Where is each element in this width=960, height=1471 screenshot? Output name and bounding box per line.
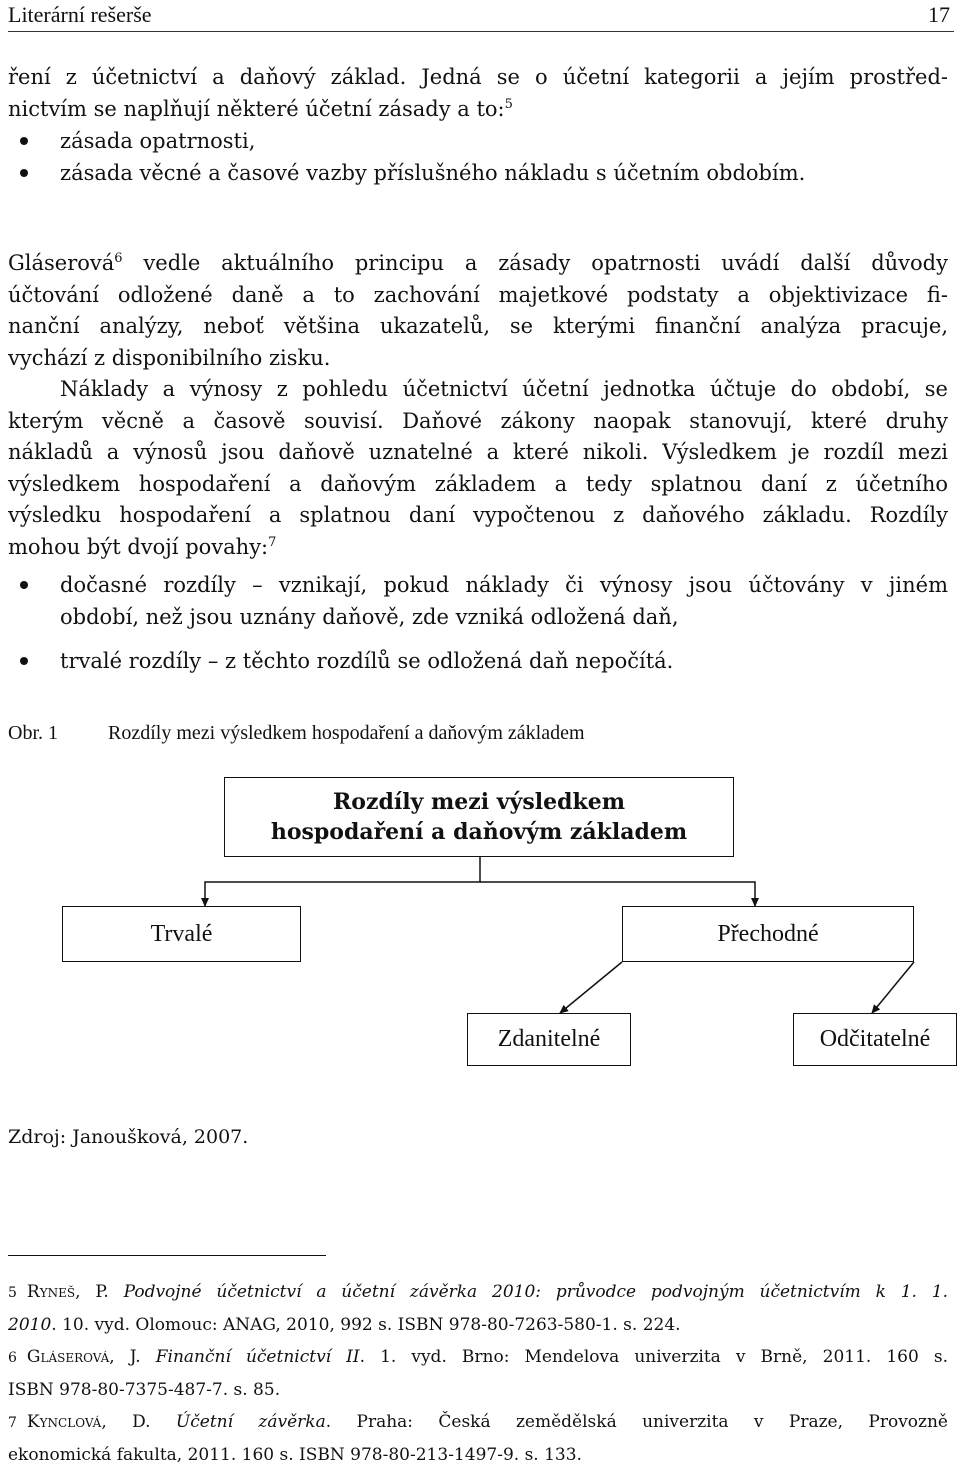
figure-number: Obr. 1 — [8, 722, 58, 744]
paragraph-main — [8, 248, 948, 563]
text-line: nanční analýzy, neboť většina ukazatelů, se kterými finanční analýza pracuje, — [8, 314, 948, 338]
figure-source: Zdroj: Janoušková, 2007. — [8, 1126, 249, 1148]
text-span: mohou být dvojí povahy: — [8, 534, 269, 559]
footnote-6 — [8, 1341, 948, 1374]
page-number: 17 — [928, 2, 950, 27]
text-line: dočasné rozdíly – vznikají, pokud náklady či výnosy jsou účtovány v jiném — [60, 573, 948, 597]
footnote-rule — [8, 1255, 326, 1256]
list-item: trvalé rozdíly – z těchto rozdílů se odložená daň nepočítá. — [8, 645, 948, 677]
footnote-5-cont — [8, 1309, 948, 1341]
text-span: Gláserová — [8, 251, 115, 275]
list-item: zásada opatrnosti, — [8, 125, 948, 157]
text-span: vedle aktuálního principu a zásady opatrnosti uvádí další důvody — [122, 251, 948, 275]
arrow-to-prechodne — [480, 882, 755, 906]
footnote-text: . Praha: Česká zemědělská univerzita v Praze, Provozně — [325, 1412, 948, 1432]
list-item — [8, 569, 948, 633]
footnote-title: 2010 — [8, 1315, 52, 1335]
footnote-title: Účetní závěrka — [175, 1412, 326, 1432]
footnote-author: Ryneš, P. — [26, 1282, 109, 1302]
text-span: nictvím se naplňují některé účetní zásady a to: — [8, 97, 505, 121]
footnote-7 — [8, 1406, 948, 1439]
footnote-text: . 1. vyd. Brno: Mendelova univerzita v Brně, 2011. 160 s. — [359, 1347, 948, 1367]
footnote-number: 6 — [8, 1350, 17, 1366]
footnotes — [8, 1276, 948, 1471]
footnote-title: Finanční účetnictví II — [155, 1347, 360, 1367]
text-line: Náklady a výnosy z pohledu účetnictví účetní jednotka účtuje do období, se — [60, 377, 948, 401]
diagram-box-odcitatelne: Odčitatelné — [793, 1013, 957, 1066]
footnote-ref: 7 — [268, 534, 277, 550]
footnote-text: . 10. vyd. Olomouc: ANAG, 2010, 992 s. ISBN 978-80-7263-580-1. s. 224. — [51, 1315, 681, 1335]
diagram-box-prechodne: Přechodné — [622, 906, 914, 962]
text-line: vychází z disponibilního zisku. — [8, 345, 331, 370]
text-line: období, než jsou uznány daňově, zde vzniká odložená daň, — [60, 605, 679, 629]
diagram-box-trvale: Trvalé — [62, 906, 301, 962]
header-rule — [8, 31, 954, 32]
running-title: Literární rešerše — [8, 2, 152, 27]
list-item: zásada věcné a časové vazby příslušného nákladu s účetním obdobím. — [8, 157, 948, 189]
footnote-author: Gláserová, J. — [26, 1347, 141, 1367]
footnote-7-cont: ekonomická fakulta, 2011. 160 s. ISBN 978-80-213-1497-9. s. 133. — [8, 1445, 582, 1465]
text-line: účtování odložené daně a to zachování majetkové podstaty a objektivizace fi- — [8, 282, 948, 307]
figure-title: Rozdíly mezi výsledkem hospodaření a daňovým základem — [108, 722, 585, 744]
paragraph-intro — [8, 61, 948, 189]
diagram-box-zdanitelne: Zdanitelné — [467, 1013, 631, 1066]
arrow-to-odcitatelne — [872, 962, 914, 1013]
bullet-list-principles — [8, 125, 948, 189]
text-line: ření z účetnictví a daňový základ. Jedná se o účetní kategorii a jejím prostřed- — [8, 65, 948, 89]
footnote-number: 5 — [8, 1285, 17, 1301]
footnote-title: Podvojné účetnictví a účetní závěrka 2010: průvodce podvojným účetnictvím k 1. 1. — [123, 1282, 948, 1302]
footnote-number: 7 — [8, 1415, 17, 1431]
text-line: nákladů a výnosů jsou daňově uznatelné a které nikoli. Výsledkem je rozdíl mezi — [8, 440, 948, 464]
text-line — [8, 248, 948, 280]
diagram-root-box — [224, 777, 734, 857]
text-line: kterým věcně a časově souvisí. Daňové zákony naopak stanovují, které druhy — [8, 408, 948, 433]
root-box-text — [271, 787, 687, 847]
arrow-to-zdanitelne — [560, 962, 622, 1013]
footnote-ref: 5 — [504, 97, 513, 112]
text-line — [8, 532, 948, 564]
footnote-author: Kynclová, D. — [26, 1412, 151, 1432]
text-line: výsledkem hospodaření a daňovým základem a tedy splatnou daní z účetního — [8, 471, 948, 496]
arrow-to-trvale — [205, 857, 480, 906]
footnote-6-cont: ISBN 978-80-7375-487-7. s. 85. — [8, 1380, 281, 1400]
root-box-line: hospodaření a daňovým základem — [270, 819, 688, 845]
footnote-5 — [8, 1276, 948, 1309]
text-line — [8, 93, 948, 125]
footnote-ref: 6 — [114, 251, 123, 266]
text-line: výsledku hospodaření a splatnou daní vypočtenou z daňového základu. Rozdíly — [8, 503, 948, 527]
bullet-list-differences — [8, 569, 948, 677]
root-box-line: Rozdíly mezi výsledkem — [333, 789, 625, 815]
page-header — [8, 0, 950, 26]
